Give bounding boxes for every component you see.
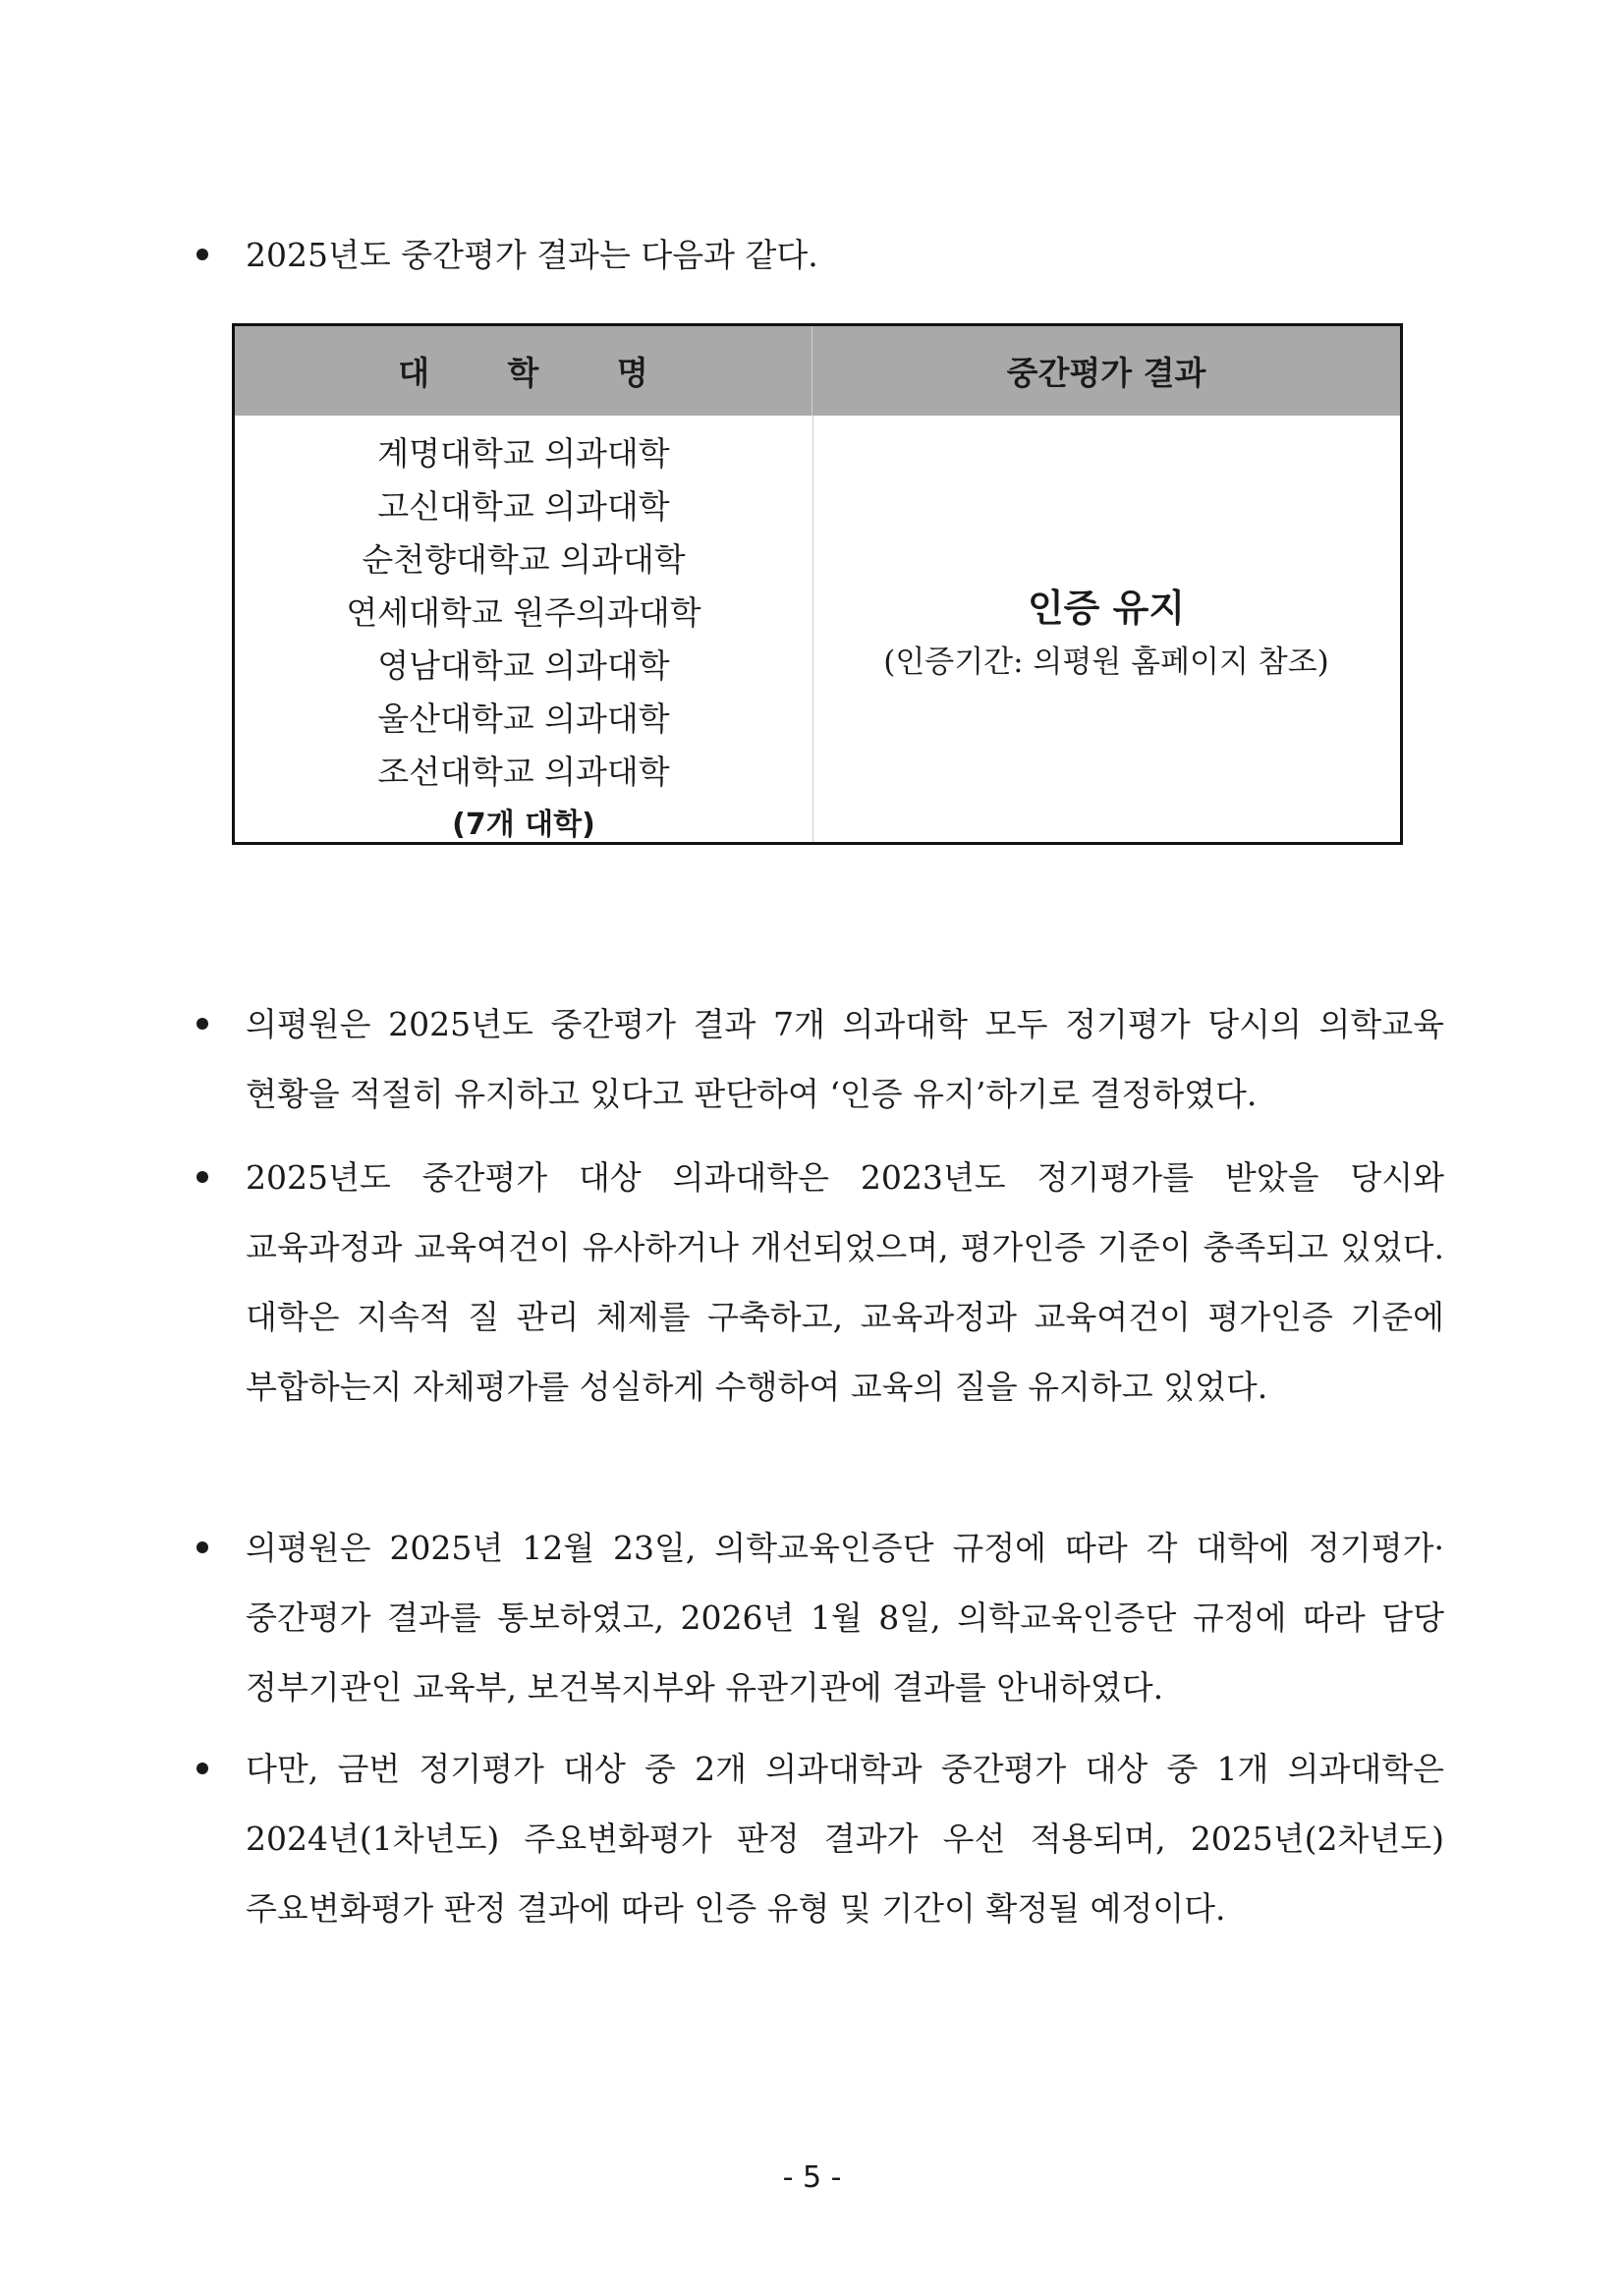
result-main: 인증 유지 <box>1027 587 1186 630</box>
bullet-dot-icon <box>196 1541 208 1553</box>
paragraph-text: 2025년도 중간평가 대상 의과대학은 2023년도 정기평가를 받았을 당시와 교육과정과 교육여건이 유사하거나 개선되었으며, 평가인증 기준이 충족되고 있었다. 대학은 지속적 질 관리 체제를 구축하고, 교육과정과 교육여건이 평가인증 기준에 부합하는지 자체평가를 성실하게 수행하여 교육의 질을 유지하고 있었다. <box>246 1158 1444 1406</box>
university-total: (7개 대학) <box>452 808 595 842</box>
paragraph-bullet <box>196 1513 1444 1722</box>
paragraph-bullet <box>196 1143 1444 1422</box>
bullet-dot-icon <box>196 1763 208 1774</box>
intro-text: 2025년도 중간평가 결과는 다음과 같다. <box>246 236 818 274</box>
paragraph-text: 의평원은 2025년도 중간평가 결과 7개 의과대학 모두 정기평가 당시의 의학교육 현황을 적절히 유지하고 있다고 판단하여 ‘인증 유지’하기로 결정하였다. <box>246 1005 1444 1113</box>
paragraph-text: 의평원은 2025년 12월 23일, 의학교육인증단 규정에 따라 각 대학에 정기평가·중간평가 결과를 통보하였고, 2026년 1월 8일, 의학교육인증단 규정에 따라 담당 정부기관인 교육부, 보건복지부와 유관기관에 결과를 안내하였다. <box>246 1529 1444 1707</box>
header-result: 중간평가 결과 <box>812 326 1400 416</box>
result-sub: (인증기간: 의평원 홈페이지 참조) <box>883 644 1329 680</box>
paragraph-bullet <box>196 989 1444 1129</box>
intro-bullet <box>196 220 1444 289</box>
university-item: 조선대학교 의과대학 <box>377 753 670 791</box>
paragraph-text: 다만, 금번 정기평가 대상 중 2개 의과대학과 중간평가 대상 중 1개 의과대학은 2024년(1차년도) 주요변화평가 판정 결과가 우선 적용되며, 2025년(2차년도) 주요변화평가 판정 결과에 따라 인증 유형 및 기간이 확정될 예정이다. <box>246 1750 1444 1928</box>
bullet-dot-icon <box>196 1018 208 1030</box>
paragraph-bullet <box>196 1734 1444 1943</box>
university-item: 연세대학교 원주의과대학 <box>346 593 701 632</box>
university-item: 영남대학교 의과대학 <box>377 646 670 685</box>
bullet-dot-icon <box>196 1171 208 1183</box>
page-number: - 5 - <box>782 2160 842 2195</box>
header-university: 대 학 명 <box>235 326 812 416</box>
university-item: 계명대학교 의과대학 <box>377 434 670 473</box>
university-item: 순천향대학교 의과대학 <box>362 540 686 579</box>
result-table <box>232 323 1403 845</box>
university-list <box>235 427 812 852</box>
university-item: 고신대학교 의과대학 <box>377 487 670 526</box>
bullet-dot-icon <box>196 249 208 260</box>
university-item: 울산대학교 의과대학 <box>377 700 670 738</box>
